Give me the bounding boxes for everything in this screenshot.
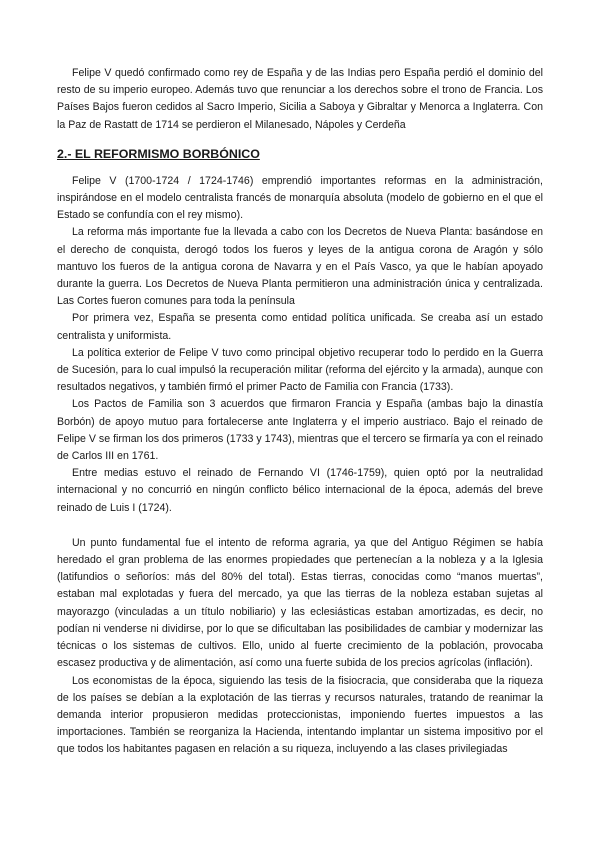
paragraph-pactos-familia: Los Pactos de Familia son 3 acuerdos que firmaron Francia y España (ambas bajo la dinastía Borbón) de apoyo mutuo para fortalecerse ante Inglaterra y el imperio austriaco. Bajo el reinado de Felipe V se firman los dos primeros (1733 y 1743), mientras que el tercero se firmaría ya con el reinado de Carlos III en 1761. xyxy=(57,398,543,463)
paragraph-politica-exterior: La política exterior de Felipe V tuvo como principal objetivo recuperar todo lo perdido en la Guerra de Sucesión, para lo cual impulsó la recuperación militar (reforma del ejército y la armada), aunque con resultados negativos, y también firmó el primer Pacto de Familia con Francia (1733). xyxy=(57,346,543,394)
document-page xyxy=(57,65,543,759)
paragraph-reforma-agraria: Un punto fundamental fue el intento de reforma agraria, ya que del Antiguo Régimen se había heredado el gran problema de las enormes propiedades que pertenecían a la nobleza y a la Iglesia (latifundios o señoríos: más del 80% del total). Estas tierras, conocidas como “manos muertas”, estaban mal explotadas y fuera del mercado, ya que las tierras de la nobleza estaban sujetas al mayorazgo (vinculadas a un título nobiliario) y las eclesiásticas estaban amortizadas, es decir, no podían ni venderse ni dividirse, por lo que se dificultaban las posibilidades de cambiar y modernizar las técnicas o los sistemas de cultivos. Ello, unido al fuerte crecimiento de la población, provocaba escasez productiva y de alimentación, así como una fuerte subida de los precios agrícolas (inflación). xyxy=(57,536,543,670)
intro-paragraph: Felipe V quedó confirmado como rey de España y de las Indias pero España perdió el dominio del resto de su imperio europeo. Además tuvo que renunciar a los derechos sobre el trono de Francia. Los Países Bajos fueron cedidos al Sacro Imperio, Sicilia a Saboya y Gibraltar y Menorca a Inglaterra. Con la Paz de Rastatt de 1714 se perdieron el Milanesado, Nápoles y Cerdeña xyxy=(57,67,543,131)
paragraph-entidad-politica: Por primera vez, España se presenta como entidad política unificada. Se creaba así un estado centralista y uniformista. xyxy=(57,312,543,342)
section-heading: 2.- EL REFORMISMO BORBÓNICO xyxy=(57,146,260,161)
paragraph-fernando-vi: Entre medias estuvo el reinado de Fernando VI (1746-1759), quien optó por la neutralidad internacional y no concurrió en ningún conflicto bélico internacional de la época, además del breve reinado de Luis I (1724). xyxy=(57,467,543,514)
paragraph-nueva-planta: La reforma más importante fue la llevada a cabo con los Decretos de Nueva Planta: basándose en el derecho de conquista, derogó todos los fueros y leyes de la antigua corona de Aragón y sólo mantuvo los fueros de la antigua corona de Navarra y en el País Vasco, ya que le habían apoyado durante la guerra. Los Decretos de Nueva Planta permitieron una administración única y centralizada. Las Cortes fueron comunes para toda la península xyxy=(57,226,543,308)
paragraph-spacer xyxy=(57,517,543,535)
paragraph-fisiocracia: Los economistas de la época, siguiendo las tesis de la fisiocracia, que consideraba que la riqueza de los países se debían a la explotación de las tierras y recursos naturales, tratando de reanimar la demanda interior propusieron medidas proteccionistas, imponiendo fuertes impuestos a las importaciones. También se reorganiza la Hacienda, intentando implantar un sistema impositivo por el que todos los habitantes pagasen en relación a su riqueza, incluyendo a las clases privilegiadas xyxy=(57,674,543,756)
paragraph-felipe-reformas: Felipe V (1700-1724 / 1724-1746) emprendió importantes reformas en la administración, inspirándose en el modelo centralista francés de monarquía absoluta (modelo de gobierno en el que el Estado se confundía con el rey mismo). xyxy=(57,174,543,222)
